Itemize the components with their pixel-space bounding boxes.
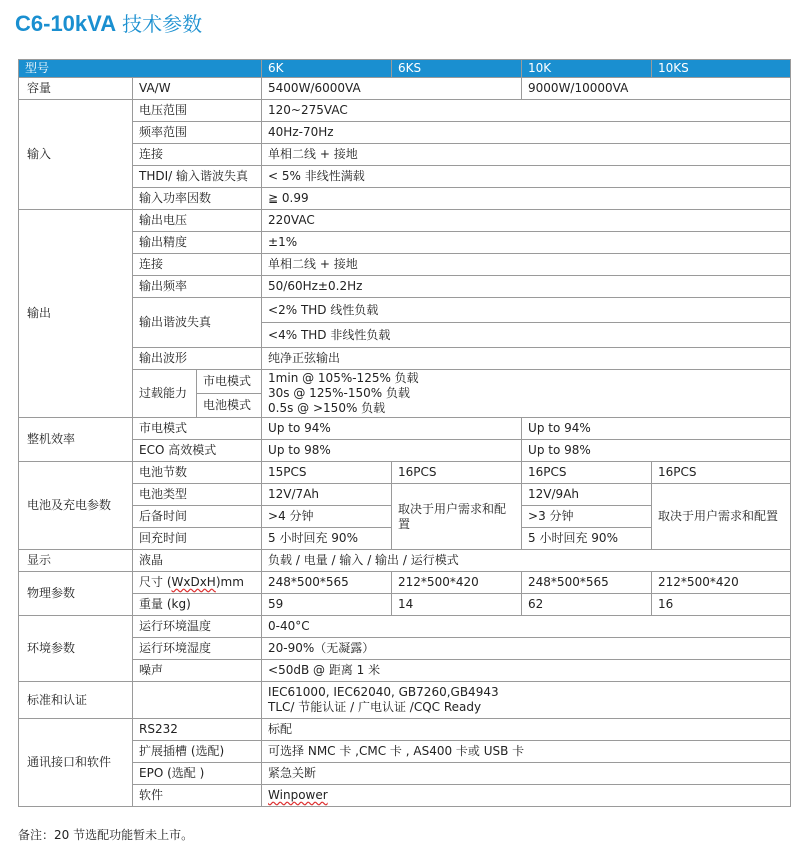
param-value-user-dependent: 取决于用户需求和配置 bbox=[392, 484, 522, 550]
param-value: 纯净正弦输出 bbox=[262, 348, 791, 370]
param-value: 248*500*565 bbox=[522, 572, 652, 594]
table-row bbox=[19, 254, 791, 276]
table-row bbox=[19, 638, 791, 660]
table-row bbox=[19, 660, 791, 682]
param-label: THDI/ 输入谐波失真 bbox=[133, 166, 262, 188]
param-value: 标配 bbox=[262, 719, 791, 741]
param-value: 62 bbox=[522, 594, 652, 616]
empty-cell bbox=[133, 682, 262, 719]
param-value: 120~275VAC bbox=[262, 100, 791, 122]
param-label: RS232 bbox=[133, 719, 262, 741]
table-row bbox=[19, 484, 791, 506]
param-label: 电池类型 bbox=[133, 484, 262, 506]
table-row bbox=[19, 616, 791, 638]
param-value: Up to 94% bbox=[522, 418, 791, 440]
param-label bbox=[133, 572, 262, 594]
param-value: <2% THD 线性负载 bbox=[262, 298, 791, 323]
group-input: 输入 bbox=[19, 100, 133, 210]
table-row bbox=[19, 440, 791, 462]
param-value: 0-40°C bbox=[262, 616, 791, 638]
size-label-pre: 尺寸 ( bbox=[139, 575, 172, 589]
standards-line: TLC/ 节能认证 / 广电认证 /CQC Ready bbox=[268, 700, 482, 714]
param-label: 电池节数 bbox=[133, 462, 262, 484]
table-row bbox=[19, 550, 791, 572]
page-title bbox=[15, 8, 202, 37]
table-row bbox=[19, 719, 791, 741]
param-value: 16 bbox=[652, 594, 791, 616]
header-col-6k: 6K bbox=[262, 60, 392, 78]
param-label: 后备时间 bbox=[133, 506, 262, 528]
overload-line: 30s @ 125%-150% 负载 bbox=[268, 386, 410, 400]
param-value: ±1% bbox=[262, 232, 791, 254]
table-row bbox=[19, 741, 791, 763]
capacity-6k: 5400W/6000VA bbox=[262, 78, 522, 100]
table-row bbox=[19, 100, 791, 122]
software-name: Winpower bbox=[268, 788, 328, 802]
param-value: 负载 / 电量 / 输入 / 输出 / 运行模式 bbox=[262, 550, 791, 572]
table-row bbox=[19, 188, 791, 210]
capacity-10k: 9000W/10000VA bbox=[522, 78, 791, 100]
table-row bbox=[19, 370, 791, 394]
table-row bbox=[19, 572, 791, 594]
size-label-dims: WxDxH bbox=[171, 575, 216, 589]
table-row bbox=[19, 785, 791, 807]
table-row bbox=[19, 418, 791, 440]
spec-table bbox=[18, 59, 791, 807]
param-value: 14 bbox=[392, 594, 522, 616]
param-label: EPO (选配 ) bbox=[133, 763, 262, 785]
header-col-10k: 10K bbox=[522, 60, 652, 78]
title-subtitle: 技术参数 bbox=[122, 12, 203, 36]
param-label: 扩展插槽 (选配) bbox=[133, 741, 262, 763]
table-row bbox=[19, 232, 791, 254]
param-value-user-dependent: 取决于用户需求和配置 bbox=[652, 484, 791, 550]
standards-line: IEC61000, IEC62040, GB7260,GB4943 bbox=[268, 685, 499, 699]
param-value: 单相二线 + 接地 bbox=[262, 144, 791, 166]
param-value: < 5% 非线性满载 bbox=[262, 166, 791, 188]
param-label: ECO 高效模式 bbox=[133, 440, 262, 462]
param-value: 40Hz-70Hz bbox=[262, 122, 791, 144]
title-model: C6-10kVA bbox=[15, 11, 117, 36]
group-display: 显示 bbox=[19, 550, 133, 572]
header-label: 型号 bbox=[19, 60, 262, 78]
header-col-6ks: 6KS bbox=[392, 60, 522, 78]
param-label: 运行环境温度 bbox=[133, 616, 262, 638]
overload-line: 1min @ 105%-125% 负载 bbox=[268, 371, 419, 385]
group-environment: 环境参数 bbox=[19, 616, 133, 682]
param-value: 5 小时回充 90% bbox=[522, 528, 652, 550]
param-sublabel: 电池模式 bbox=[197, 394, 262, 418]
capacity-unit: VA/W bbox=[133, 78, 262, 100]
param-value: 15PCS bbox=[262, 462, 392, 484]
param-label: 软件 bbox=[133, 785, 262, 807]
group-standards: 标准和认证 bbox=[19, 682, 133, 719]
table-row bbox=[19, 144, 791, 166]
param-value: Up to 98% bbox=[522, 440, 791, 462]
group-efficiency: 整机效率 bbox=[19, 418, 133, 462]
table-row bbox=[19, 210, 791, 232]
group-physical: 物理参数 bbox=[19, 572, 133, 616]
param-value: 单相二线 + 接地 bbox=[262, 254, 791, 276]
table-row bbox=[19, 348, 791, 370]
param-value: 可选择 NMC 卡 ,CMC 卡 , AS400 卡或 USB 卡 bbox=[262, 741, 791, 763]
param-label: 输出精度 bbox=[133, 232, 262, 254]
group-battery: 电池及充电参数 bbox=[19, 462, 133, 550]
param-label: 输出谐波失真 bbox=[133, 298, 262, 348]
param-label: 输出频率 bbox=[133, 276, 262, 298]
table-row bbox=[19, 122, 791, 144]
param-label: 连接 bbox=[133, 254, 262, 276]
param-label: 回充时间 bbox=[133, 528, 262, 550]
param-label: 重量 (kg) bbox=[133, 594, 262, 616]
param-label: 市电模式 bbox=[133, 418, 262, 440]
table-row bbox=[19, 298, 791, 323]
table-row bbox=[19, 594, 791, 616]
param-value: <4% THD 非线性负载 bbox=[262, 323, 791, 348]
param-value: 16PCS bbox=[652, 462, 791, 484]
size-label-post: )mm bbox=[215, 575, 244, 589]
param-value: 248*500*565 bbox=[262, 572, 392, 594]
param-label: 过载能力 bbox=[133, 370, 197, 418]
param-label: 输出波形 bbox=[133, 348, 262, 370]
standards-values bbox=[262, 682, 791, 719]
param-value: 59 bbox=[262, 594, 392, 616]
overload-values bbox=[262, 370, 791, 418]
group-capacity: 容量 bbox=[19, 78, 133, 100]
param-label: 运行环境湿度 bbox=[133, 638, 262, 660]
param-label: 液晶 bbox=[133, 550, 262, 572]
param-value: >4 分钟 bbox=[262, 506, 392, 528]
param-value: Up to 94% bbox=[262, 418, 522, 440]
param-value: 紧急关断 bbox=[262, 763, 791, 785]
footnote: 备注：20 节选配功能暂未上市。 bbox=[18, 828, 194, 842]
param-value: Up to 98% bbox=[262, 440, 522, 462]
table-row bbox=[19, 763, 791, 785]
param-value: <50dB @ 距离 1 米 bbox=[262, 660, 791, 682]
param-value: 5 小时回充 90% bbox=[262, 528, 392, 550]
param-value: 20-90%（无凝露） bbox=[262, 638, 791, 660]
param-label: 输入功率因数 bbox=[133, 188, 262, 210]
header-col-10ks: 10KS bbox=[652, 60, 791, 78]
param-value: 16PCS bbox=[522, 462, 652, 484]
param-sublabel: 市电模式 bbox=[197, 370, 262, 394]
overload-line: 0.5s @ >150% 负载 bbox=[268, 401, 386, 415]
param-value: 220VAC bbox=[262, 210, 791, 232]
group-comms: 通讯接口和软件 bbox=[19, 719, 133, 807]
table-row bbox=[19, 462, 791, 484]
param-label: 频率范围 bbox=[133, 122, 262, 144]
param-value: 12V/7Ah bbox=[262, 484, 392, 506]
param-value: 12V/9Ah bbox=[522, 484, 652, 506]
param-value: 16PCS bbox=[392, 462, 522, 484]
group-output: 输出 bbox=[19, 210, 133, 418]
param-value: 50/60Hz±0.2Hz bbox=[262, 276, 791, 298]
param-label: 输出电压 bbox=[133, 210, 262, 232]
param-label: 电压范围 bbox=[133, 100, 262, 122]
param-value: 212*500*420 bbox=[652, 572, 791, 594]
table-row bbox=[19, 276, 791, 298]
param-value bbox=[262, 785, 791, 807]
param-value: 212*500*420 bbox=[392, 572, 522, 594]
table-row bbox=[19, 78, 791, 100]
table-row bbox=[19, 166, 791, 188]
table-header-row bbox=[19, 60, 791, 78]
table-row bbox=[19, 682, 791, 719]
param-label: 连接 bbox=[133, 144, 262, 166]
param-label: 噪声 bbox=[133, 660, 262, 682]
param-value: >3 分钟 bbox=[522, 506, 652, 528]
param-value: ≧ 0.99 bbox=[262, 188, 791, 210]
